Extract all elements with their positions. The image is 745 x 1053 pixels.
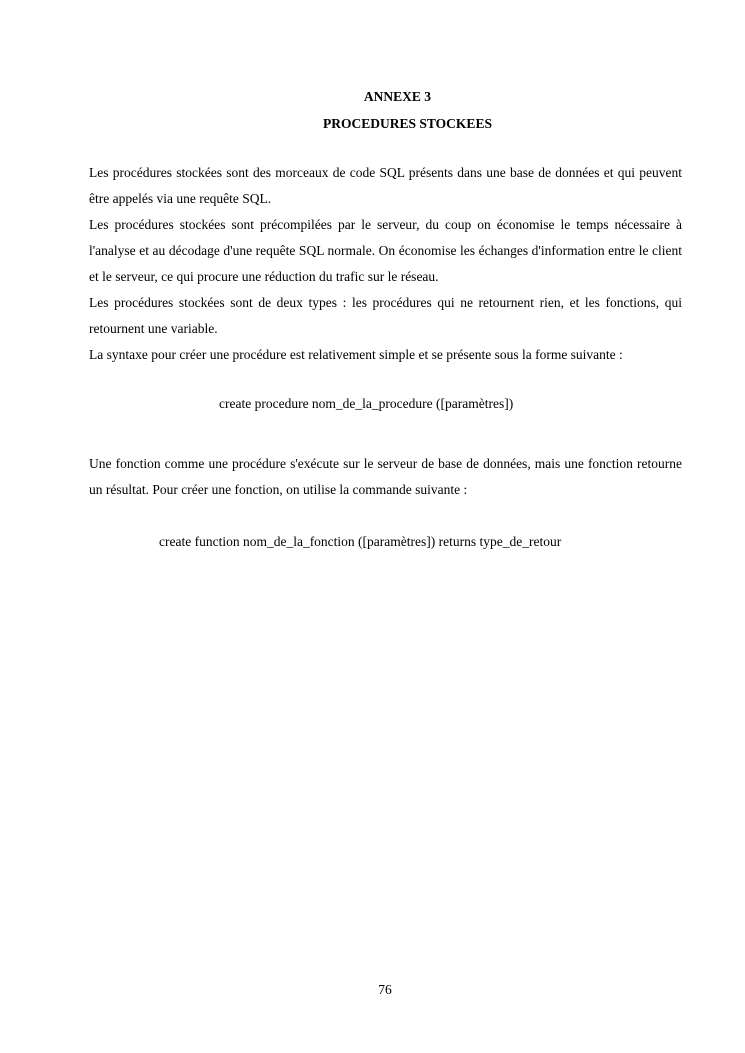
function-syntax: create function nom_de_la_fonction ([paramètres]) returns type_de_retour bbox=[159, 534, 562, 549]
function-body bbox=[89, 451, 682, 503]
paragraph-types: Les procédures stockées sont de deux types : les procédures qui ne retournent rien, et les fonctions, qui retournent une variable. bbox=[89, 295, 682, 336]
annex-title: ANNEXE 3 bbox=[363, 89, 432, 104]
intro-body bbox=[89, 160, 682, 368]
paragraph-definition: Les procédures stockées sont des morceaux de code SQL présents dans une base de données et qui peuvent être appelés via une requête SQL. bbox=[89, 165, 682, 206]
paragraph-precompiled: Les procédures stockées sont précompilées par le serveur, du coup on économise le temps nécessaire à l'analyse et au décodage d'une requête SQL normale. On économise les échanges d'information entre le client et le serveur, ce qui procure une réduction du trafic sur le réseau. bbox=[89, 217, 682, 284]
procedure-syntax: create procedure nom_de_la_procedure ([paramètres]) bbox=[219, 396, 514, 411]
paragraph-function: Une fonction comme une procédure s'exécute sur le serveur de base de données, mais une fonction retourne un résultat. Pour créer une fonction, on utilise la commande suivante : bbox=[89, 456, 682, 497]
paragraph-syntax-intro: La syntaxe pour créer une procédure est relativement simple et se présente sous la forme suivante : bbox=[89, 347, 623, 362]
section-title: PROCEDURES STOCKEES bbox=[323, 116, 492, 131]
page-number: 76 bbox=[378, 982, 392, 997]
